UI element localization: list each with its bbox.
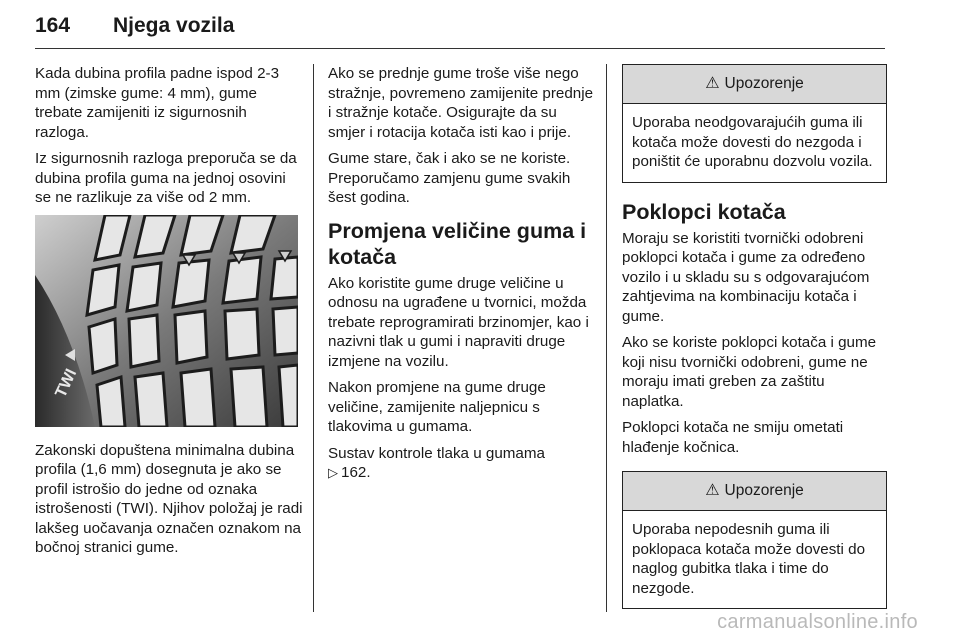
watermark: carmanualsonline.info [717, 611, 918, 633]
paragraph-axle-difference: Iz sigurnosnih razloga preporuča se da dubina profila guma na jednoj osovini se ne razlikuje za više od 2 mm. [35, 150, 297, 206]
page-header [35, 14, 885, 50]
column-3 [622, 64, 887, 623]
column-2 [328, 64, 598, 483]
column-divider-1 [313, 64, 314, 612]
page-reference-icon: ▷ [328, 465, 338, 480]
warning-body-1: Uporaba neodgovarajućih guma ili kotača može dovesti do nezgoda i poništit će uporabnu dozvolu vozila. [632, 114, 873, 170]
warning-triangle-icon: ⚠ [705, 75, 720, 93]
paragraph-unapproved-covers: Ako se koriste poklopci kotača i gume koji nisu tvornički odobreni, gume ne moraju imati greben za zaštitu naplatka. [622, 334, 877, 410]
warning-box-1 [622, 64, 887, 183]
heading-wheel-covers: Poklopci kotača [622, 199, 786, 224]
page-number: 164 [35, 14, 71, 37]
column-1 [35, 64, 305, 565]
heading-size-change: Promjena veličine guma i kotača [328, 218, 587, 269]
page-reference[interactable]: 162. [341, 464, 371, 481]
twi-label: TWI [52, 366, 81, 400]
paragraph-brake-cooling: Poklopci kotača ne smiju ometati hlađenje kočnica. [622, 419, 844, 456]
paragraph-label-replace: Nakon promjene na gume druge veličine, zamijenite naljepnicu s tlakovima u gumama. [328, 379, 546, 435]
paragraph-different-size: Ako koristite gume druge veličine u odnosu na ugrađene u tvornici, možda trebate reprogramirati brzinomjer, kao i nazivni tlak u gumi i napraviti druge izmjene na vozilu. [328, 274, 589, 370]
header-rule [35, 48, 885, 49]
page-title: Njega vozila [113, 14, 235, 37]
paragraph-rotation: Ako se prednje gume troše više nego stražnje, povremeno zamijenite prednje i stražnje kotače. Osigurajte da su smjer i rotacija kotača isti kao i prije. [328, 65, 594, 141]
warning-box-2 [622, 471, 887, 609]
paragraph-tread-depth: Kada dubina profila padne ispod 2-3 mm (zimske gume: 4 mm), gume trebate zamijeniti iz sigurnosnih razloga. [35, 65, 280, 141]
paragraph-tpms-ref [328, 444, 598, 483]
column-divider-2 [606, 64, 607, 612]
tpms-text: Sustav kontrole tlaka u gumama [328, 444, 545, 462]
tire-tread-image [35, 215, 298, 427]
warning-title-2: Upozorenje [724, 482, 804, 500]
warning-triangle-icon: ⚠ [705, 482, 720, 500]
warning-header-1 [623, 65, 886, 104]
paragraph-approved-covers: Moraju se koristiti tvornički odobreni poklopci kotača i gume za određeno vozilo i u skladu su s odgovarajućom zahtjevima na kombinaciju kotača i gume. [622, 229, 870, 325]
warning-body-2: Uporaba nepodesnih guma ili poklopaca kotača može dovesti do naglog gubitka tlaka i time do nezgode. [632, 521, 866, 597]
paragraph-tire-age: Gume stare, čak i ako se ne koriste. Preporučamo zamjenu gume svakih šest godina. [328, 150, 571, 206]
warning-title-1: Upozorenje [724, 75, 804, 93]
warning-header-2 [623, 472, 886, 511]
paragraph-legal-minimum: Zakonski dopuštena minimalna dubina profila (1,6 mm) dosegnuta je ako se profil istrošio do jedne od oznaka istrošenosti (TWI). Njihov položaj je radi lakšeg uočavanja označen oznakom na bočnoj stranici gume. [35, 441, 303, 556]
